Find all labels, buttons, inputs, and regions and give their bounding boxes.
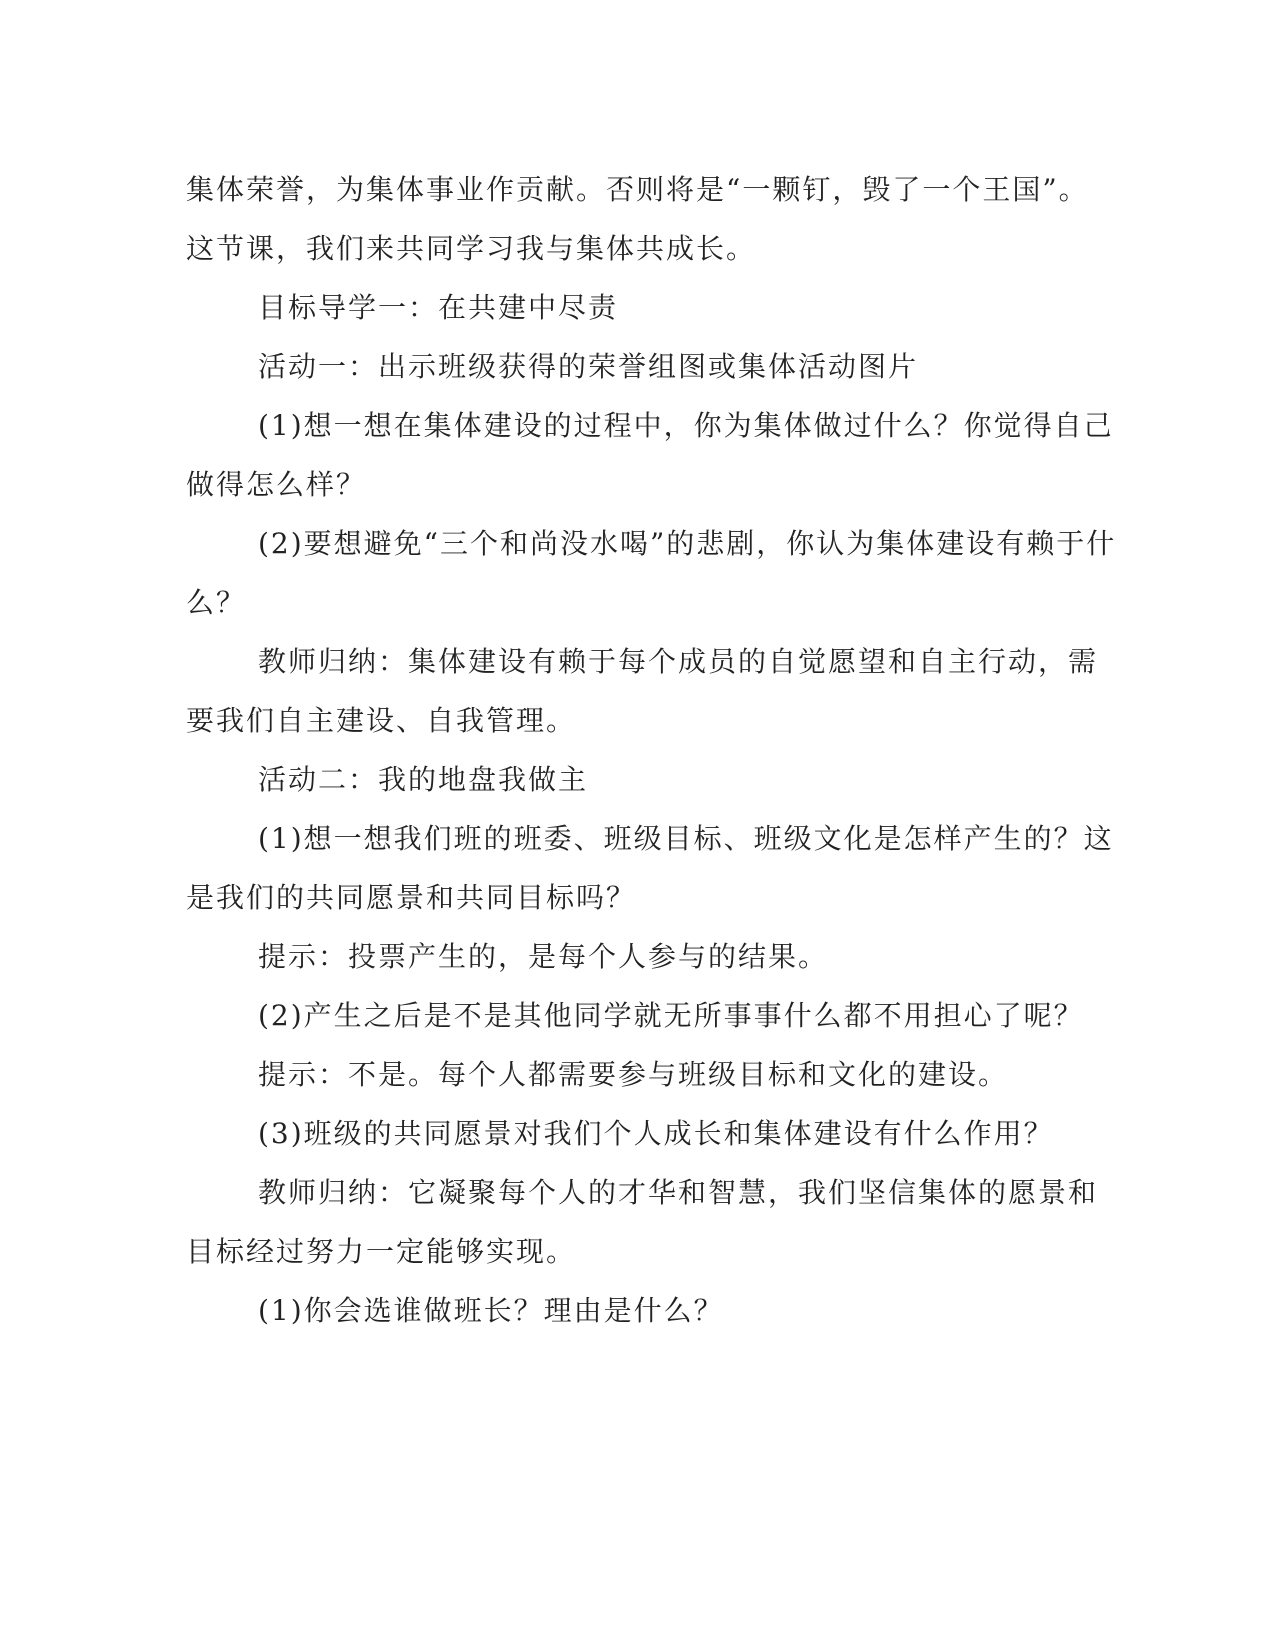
teacher-summary-cont: 要我们自主建设、自我管理。 xyxy=(186,704,577,737)
question-line: (1)想一想我们班的班委、班级目标、班级文化是怎样产生的？这 xyxy=(258,822,1114,855)
text-line: 这节课，我们来共同学习我与集体共成长。 xyxy=(186,232,757,265)
hint-line: 提示：不是。每个人都需要参与班级目标和文化的建设。 xyxy=(258,1058,1009,1091)
activity-heading: 活动一：出示班级获得的荣誉组图或集体活动图片 xyxy=(258,350,919,383)
text-line: 集体荣誉，为集体事业作贡献。否则将是“一颗钉，毁了一个王国”。 xyxy=(186,173,1089,206)
question-line-cont: 是我们的共同愿景和共同目标吗？ xyxy=(186,881,637,914)
teacher-summary-cont: 目标经过努力一定能够实现。 xyxy=(186,1235,577,1268)
teacher-summary: 教师归纳：集体建设有赖于每个成员的自觉愿望和自主行动，需 xyxy=(258,645,1099,678)
activity-heading: 活动二：我的地盘我做主 xyxy=(258,763,589,796)
question-line-cont: 做得怎么样？ xyxy=(186,468,367,501)
question-line: (2)要想避免“三个和尚没水喝”的悲剧，你认为集体建设有赖于什 xyxy=(258,527,1117,560)
question-line: (1)你会选谁做班长？理由是什么？ xyxy=(258,1294,724,1327)
question-line-cont: 么？ xyxy=(186,586,247,619)
section-heading: 目标导学一：在共建中尽责 xyxy=(258,291,619,324)
question-line: (1)想一想在集体建设的过程中，你为集体做过什么？你觉得自己 xyxy=(258,409,1114,442)
question-line: (2)产生之后是不是其他同学就无所事事什么都不用担心了呢？ xyxy=(258,999,1084,1032)
teacher-summary: 教师归纳：它凝聚每个人的才华和智慧，我们坚信集体的愿景和 xyxy=(258,1176,1099,1209)
question-line: (3)班级的共同愿景对我们个人成长和集体建设有什么作用？ xyxy=(258,1117,1054,1150)
hint-line: 提示：投票产生的，是每个人参与的结果。 xyxy=(258,940,829,973)
